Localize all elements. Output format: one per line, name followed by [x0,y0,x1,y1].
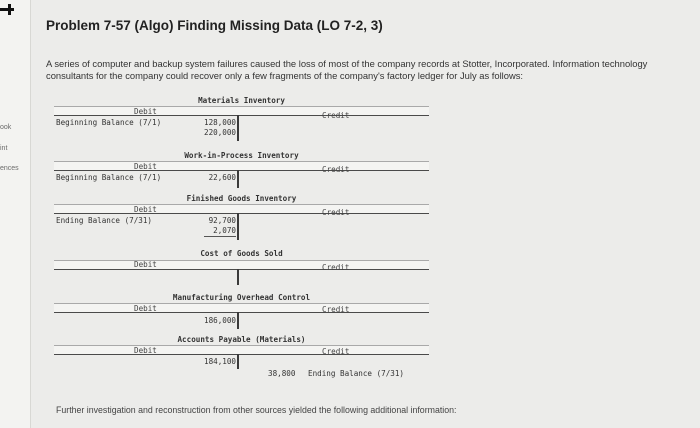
t-account-accounts-payable [54,335,429,371]
debit-amount: 22,600 [208,173,236,182]
account-header-bar [54,345,429,355]
t-account-cost-of-goods-sold [54,249,429,289]
account-header-bar [54,204,429,214]
credit-header: Credit [322,305,350,314]
credit-header: Credit [322,111,350,120]
t-account-finished-goods [54,194,429,244]
t-account-divider [237,213,239,240]
debit-amount: 92,700 [208,216,236,225]
t-account-divider [237,115,239,141]
credit-header: Credit [322,165,350,174]
debit-amount: 184,100 [204,357,237,366]
debit-header: Debit [134,346,157,355]
t-account-work-in-process [54,151,429,191]
t-account-divider [237,312,239,329]
account-name: Accounts Payable (Materials) [177,335,306,344]
page-title: Problem 7-57 (Algo) Finding Missing Data (LO 7-2, 3) [46,18,383,33]
sidebar-item-references[interactable]: ences [0,165,19,172]
debit-label: Beginning Balance (7/1) [56,173,162,182]
debit-header: Debit [134,260,157,269]
problem-intro: A series of computer and backup system failures caused the loss of most of the company records at Stotter, Incorporated. Information technology consultants for the company could recover only a few fragments of the company's factory ledger for July as follows: [46,58,648,81]
t-account-manufacturing-overhead [54,293,429,333]
t-account-materials-inventory [54,96,429,144]
account-name: Materials Inventory [198,96,285,105]
credit-header: Credit [322,347,350,356]
account-name: Work-in-Process Inventory [184,151,299,160]
sidebar [0,0,31,428]
debit-header: Debit [134,107,157,116]
debit-amount: 128,000 [204,118,237,127]
account-header-bar [54,303,429,313]
sidebar-item-book[interactable]: ook [0,124,12,131]
debit-label: Ending Balance (7/31) [56,216,153,225]
debit-header: Debit [134,162,157,171]
account-header-bar [54,260,429,270]
account-name: Cost of Goods Sold [200,249,283,258]
sidebar-item-print[interactable]: int [0,145,8,152]
credit-header: Credit [322,263,350,272]
debit-amount: 186,000 [204,316,237,325]
credit-amount: 38,800 [268,369,296,378]
account-name: Finished Goods Inventory [186,194,297,203]
t-account-divider [237,354,239,369]
credit-header: Credit [322,208,350,217]
debit-amount: 2,070 [213,226,236,235]
account-name: Manufacturing Overhead Control [172,293,311,302]
account-header-bar [54,161,429,171]
credit-label: Ending Balance (7/31) [308,369,405,378]
amount-underline [204,236,236,237]
account-header-bar [54,106,429,116]
debit-amount: 220,000 [204,128,237,137]
t-account-divider [237,170,239,188]
debit-header: Debit [134,304,157,313]
t-account-divider [237,269,239,285]
plus-icon [0,4,14,14]
additional-info-text: Further investigation and reconstruction from other sources yielded the following additional information: [56,405,457,415]
debit-header: Debit [134,205,157,214]
debit-label: Beginning Balance (7/1) [56,118,162,127]
